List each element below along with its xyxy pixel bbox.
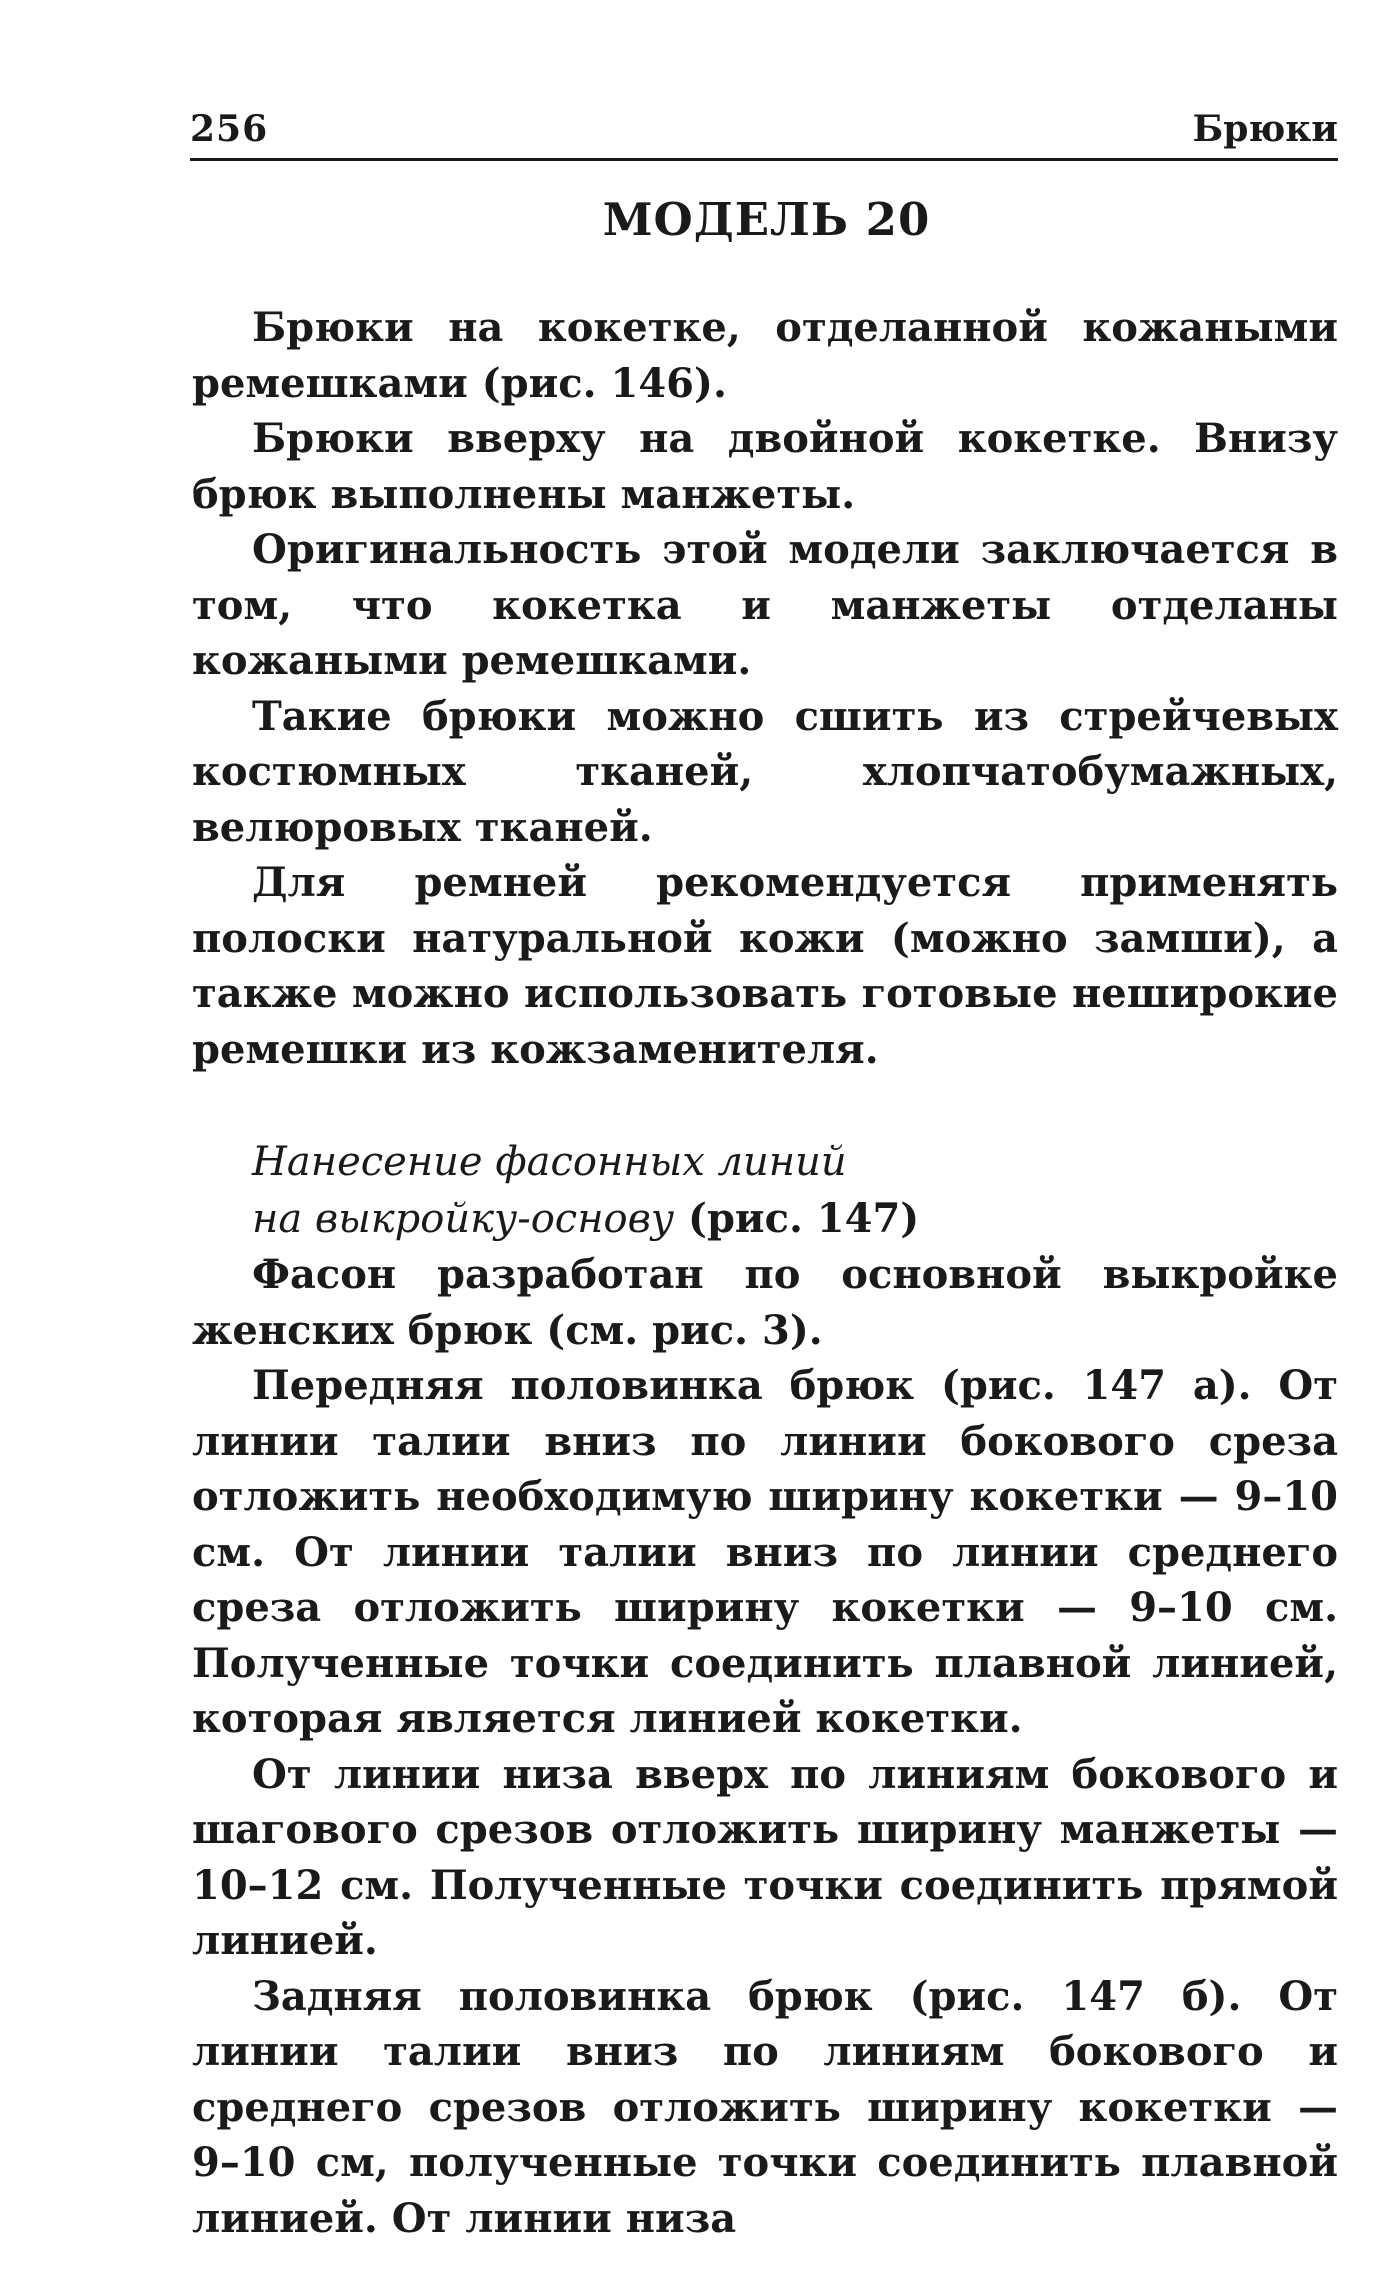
section-name: Брюки [1192,108,1338,150]
paragraph: Передняя половинка брюк (рис. 147 а). От линии талии вниз по линии бокового среза отложить необходимую ширину кокетки — 9–10 см. От линии талии вниз по линии среднего среза отложить ширину кокетки — 9–10 см. Полученные точки соединить плавной линией, которая является линией кокетки. [192,1362,1338,1742]
paragraph: Брюки вверху на двойной кокетке. Внизу брюк выполнены манжеты. [192,415,1338,518]
subheading-line-2: на выкройку-основу [252,1195,675,1242]
paragraph: Оригинальность этой модели заключается в том, что кокетка и манжеты отделаны кожаными ремешками. [192,526,1338,684]
paragraph: Задняя половинка брюк (рис. 147 б). От линии талии вниз по линиям бокового и среднего срезов отложить ширину кокетки — 9–10 см, полученные точки соединить плавной линией. От линии низа [192,1972,1338,2242]
paragraph: Фасон разработан по основной выкройке женских брюк (см. рис. 3). [192,1251,1338,1354]
body-text [192,300,1338,2246]
subheading-line-1: Нанесение фасонных линий [252,1139,847,1185]
subheading [192,1135,1338,1247]
page-number: 256 [190,108,269,150]
paragraph: От линии низа вверх по линиям бокового и шагового срезов отложить ширину манжеты — 10–12 см. Полученные точки соединить прямой линией. [192,1750,1338,1964]
running-header [190,108,1338,161]
paragraph: Такие брюки можно сшить из стрейчевых костюмных тканей, хлопчатобумажных, велюровых тканей. [192,692,1338,851]
model-title: МОДЕЛЬ 20 [602,193,931,246]
paragraph: Брюки на кокетке, отделанной кожаными ремешками (рис. 146). [192,304,1338,407]
figure-reference: (рис. 147) [674,1194,920,1242]
paragraph: Для ремней рекомендуется применять полоски натуральной кожи (можно замши), а также можно использовать готовые неширокие ремешки из кожзаменителя. [192,859,1338,1073]
